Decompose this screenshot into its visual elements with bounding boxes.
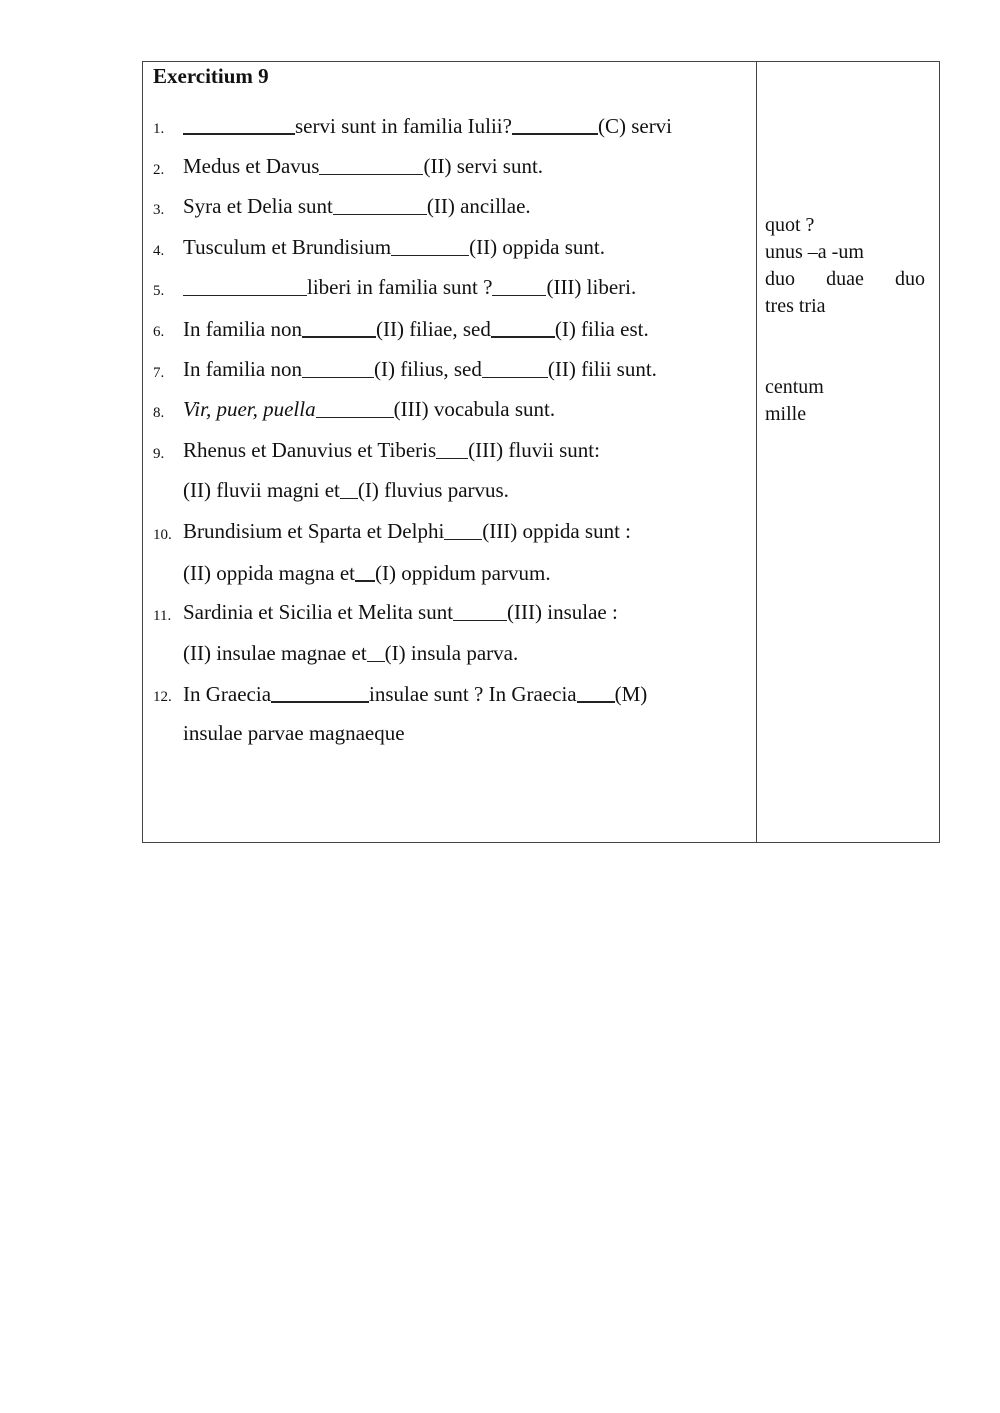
- item-number: 12.: [153, 689, 172, 706]
- vocab-word: duo: [894, 268, 925, 290]
- item-text: (III) insulae :: [507, 600, 618, 625]
- item-number: 2.: [153, 161, 165, 178]
- vocab-line: tres tria: [765, 295, 826, 317]
- item-number: 8.: [153, 405, 165, 422]
- answer-blank[interactable]: [444, 518, 482, 540]
- answer-blank[interactable]: [391, 234, 469, 256]
- item-text: (II) fluvii magni et: [183, 478, 340, 503]
- vocab-line: mille: [765, 403, 807, 425]
- list-item: [143, 680, 753, 721]
- item-text: (II) oppida magna et: [183, 560, 356, 585]
- answer-blank[interactable]: [302, 356, 374, 378]
- list-item-continuation: [143, 721, 753, 762]
- item-text: Rhenus et Danuvius et Tiberis: [183, 437, 437, 462]
- item-text: (II) servi sunt.: [423, 153, 544, 178]
- item-text: (II) ancillae.: [426, 194, 531, 219]
- list-item: [143, 274, 753, 315]
- item-text: (II) insulae magnae et: [183, 640, 367, 665]
- item-number: 4.: [153, 242, 165, 259]
- item-number: 5.: [153, 283, 165, 300]
- list-item: [143, 234, 753, 275]
- vocab-line: [765, 266, 925, 293]
- answer-blank[interactable]: [316, 396, 394, 418]
- item-text: In familia non: [183, 356, 302, 381]
- answer-blank[interactable]: [319, 153, 423, 175]
- item-text: Brundisium et Sparta et Delphi: [183, 518, 445, 543]
- item-text: (III) liberi.: [546, 275, 637, 300]
- item-text: Syra et Delia sunt: [183, 194, 333, 219]
- list-item: [143, 153, 753, 194]
- exercise-title: Exercitium 9: [153, 64, 269, 88]
- exercise-list: [143, 112, 753, 762]
- vocabulary-box: [765, 212, 925, 428]
- answer-blank[interactable]: [367, 640, 385, 662]
- exercise-table: [142, 61, 940, 843]
- answer-blank[interactable]: [183, 112, 295, 135]
- item-number: 1.: [153, 121, 165, 137]
- answer-blank[interactable]: [453, 599, 507, 621]
- item-text: (I) oppidum parvum.: [375, 560, 551, 585]
- item-number: 7.: [153, 364, 165, 381]
- item-number: 10.: [153, 526, 172, 543]
- item-text: servi sunt in familia Iulii?: [295, 114, 512, 138]
- item-text: (II) filii sunt.: [547, 356, 657, 381]
- item-text: (I) insula parva.: [384, 640, 519, 665]
- vocab-word: duae: [826, 268, 864, 290]
- answer-blank[interactable]: [333, 193, 427, 215]
- answer-blank[interactable]: [492, 274, 546, 296]
- list-item: [143, 356, 753, 397]
- vocab-word: duo: [765, 268, 795, 290]
- answer-blank[interactable]: [183, 274, 307, 296]
- item-text: In Graecia: [183, 682, 272, 707]
- vocab-line: unus –a -um: [765, 241, 864, 263]
- list-item: [143, 437, 753, 478]
- item-text: (III) oppida sunt :: [482, 518, 632, 543]
- list-item-continuation: [143, 477, 753, 518]
- item-text: (II) filiae, sed: [375, 316, 491, 341]
- item-text: (I) filius, sed: [373, 356, 482, 381]
- item-number: 6.: [153, 323, 165, 340]
- list-item: [143, 112, 753, 153]
- vocab-spacer: [765, 347, 925, 374]
- list-item: [143, 396, 753, 437]
- answer-blank[interactable]: [302, 315, 376, 338]
- item-text: liberi in familia sunt ?: [307, 275, 493, 300]
- list-item-continuation: [143, 559, 753, 600]
- item-number: 3.: [153, 202, 165, 219]
- item-text: insulae parvae magnaeque: [183, 720, 405, 745]
- item-text: (III) fluvii sunt:: [468, 437, 600, 462]
- item-text: Tusculum et Brundisium: [183, 234, 392, 259]
- answer-blank[interactable]: [491, 315, 555, 338]
- item-number: 11.: [153, 608, 172, 625]
- list-item: [143, 193, 753, 234]
- list-item-continuation: [143, 640, 753, 681]
- answer-blank[interactable]: [271, 680, 369, 703]
- list-item: [143, 315, 753, 356]
- list-item: [143, 518, 753, 559]
- answer-blank[interactable]: [482, 356, 548, 378]
- item-text: insulae sunt ? In Graecia: [369, 682, 577, 707]
- vocab-line: centum: [765, 376, 824, 398]
- answer-blank[interactable]: [577, 680, 615, 703]
- item-text: (C) servi: [597, 114, 673, 138]
- item-text: Sardinia et Sicilia et Melita sunt: [183, 600, 454, 625]
- item-text: (II) oppida sunt.: [469, 234, 605, 259]
- answer-blank[interactable]: [512, 112, 598, 135]
- item-text: (I) fluvius parvus.: [357, 478, 509, 503]
- vocab-line: quot ?: [765, 214, 815, 236]
- item-text: (III) vocabula sunt.: [393, 397, 556, 422]
- list-item: [143, 599, 753, 640]
- answer-blank[interactable]: [340, 477, 358, 499]
- item-text: Medus et Davus: [183, 153, 320, 178]
- column-divider: [756, 62, 757, 842]
- item-text: In familia non: [183, 316, 302, 341]
- item-text: (I) filia est.: [554, 316, 649, 341]
- answer-blank[interactable]: [355, 559, 375, 582]
- item-text: (M): [614, 682, 648, 707]
- item-number: 9.: [153, 445, 165, 462]
- vocab-spacer: [765, 320, 925, 347]
- answer-blank[interactable]: [436, 437, 468, 459]
- item-text: Vir, puer, puella: [183, 397, 316, 422]
